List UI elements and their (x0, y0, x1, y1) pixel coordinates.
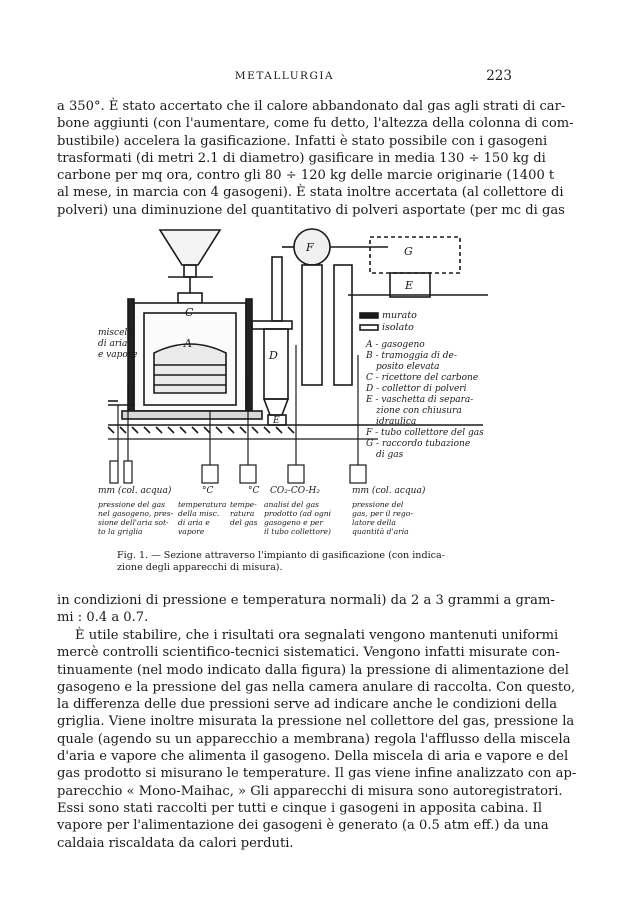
hopper-b (160, 230, 220, 265)
parts-legend-line: C - ricettore del carbone (366, 373, 479, 383)
instrument-label: del gas (230, 518, 258, 527)
label-d: D (269, 349, 278, 362)
inlet-label: miscela (98, 328, 133, 338)
inlet-label: e vapore (98, 350, 138, 360)
instrument-label: della misc. (178, 509, 220, 518)
gas-main-g (370, 237, 460, 273)
material-legend-item: murato (382, 310, 417, 321)
text-line: d'aria e vapore che alimenta il gasogeno. Della miscela di aria e vapore e del (57, 749, 569, 765)
label-e-top: E (405, 279, 414, 292)
page-header (57, 68, 512, 84)
dust-collector-d (264, 329, 288, 399)
running-title: METALLURGIA (234, 70, 335, 82)
instrument-unit: mm (col. acqua) (98, 486, 172, 496)
paragraph-1 (57, 98, 574, 219)
caption-line: Fig. 1. — Sezione attraverso l'impianto di gasificazione (con indica- (117, 550, 446, 561)
text-line: quale (agendo su un apparecchio a membrana) regola l'afflusso della miscela (57, 731, 571, 747)
material-legend-item: isolato (382, 322, 414, 333)
instrument-unit: °C (248, 486, 260, 496)
text-line: al mese, in marcia con 4 gasogeni). È stata inoltre accertata (al collettore di (57, 185, 564, 201)
instrument-label: temperatura (178, 500, 227, 509)
instrument-label: sione dell'aria sot- (98, 518, 169, 527)
text-line: caldaia riscaldata da calori perduti. (57, 835, 294, 851)
text-line: bone aggiunti (con l'aumentare, come fu detto, l'altezza della colonna di com- (57, 116, 574, 132)
instrument-label: ratura (230, 509, 255, 518)
parts-legend-line: G - raccordo tubazione (366, 439, 471, 449)
instrument-label: gasogeno e per (264, 518, 323, 527)
hopper-neck (184, 265, 196, 277)
label-a: A (184, 337, 192, 350)
instrument-label: latore della (352, 518, 396, 527)
parts-legend-line: B - tramoggia di de- (366, 351, 457, 361)
label-f: F (306, 241, 314, 254)
instrument-label: gas, per il rego- (352, 509, 413, 518)
parts-legend-line: idraulica (376, 417, 417, 427)
instrument-label: pressione del (352, 500, 404, 509)
instrument-label: vapore (178, 527, 205, 536)
label-c: C (185, 306, 194, 319)
downcomer-2 (334, 265, 352, 385)
brickwork-right (246, 299, 252, 417)
text-line: Essi sono stati raccolti per tutti e cinque i gasogeni in apposita cabina. Il (57, 800, 543, 816)
text-line: la differenza delle due pressioni serve ad indicare anche le condizioni della (57, 697, 558, 713)
parts-legend-line: E - vaschetta di separa- (366, 395, 474, 405)
instrument-label: tempe- (230, 500, 257, 509)
text-line: mercè controlli scientifico-tecnici sistematici. Vengono infatti misurate con- (57, 645, 560, 661)
paragraph-3 (57, 627, 577, 852)
inlet-label: di aria (98, 339, 128, 349)
text-line: gasogeno e la pressione del gas nella camera anulare di raccolta. Con questo, (57, 679, 576, 695)
parts-legend-line: di gas (376, 450, 404, 460)
parts-legend-line: zione con chiusura (376, 406, 462, 416)
text-line: polveri) una diminuzione del quantitativo di polveri asportate (per mc di gas (57, 202, 565, 218)
page-number: 223 (486, 68, 512, 84)
instrument-unit: °C (202, 486, 214, 496)
downcomer (302, 265, 322, 385)
coal-receiver-c (178, 293, 202, 303)
text-line: È utile stabilire, che i risultati ora segnalati vengono mantenuti uniformi (75, 628, 559, 643)
instrument-label: to la griglia (98, 527, 143, 536)
instrument-label: nel gasogeno, pres- (98, 509, 174, 518)
text-line: bustibile) accelera la gasificazione. Infatti è stato possibile con i gasogeni (57, 133, 548, 149)
text-line: tinuamente (nel modo indicato dalla figura) la pressione di alimentazione del (57, 662, 569, 678)
instrument-unit: CO₂-CO-H₂ (270, 486, 321, 496)
instrument-label: analisi del gas (264, 500, 320, 509)
instrument-label: il tubo collettore) (264, 527, 331, 536)
text-line: parecchio « Mono-Maihac, » Gli apparecchi di misura sono autoregistratori. (57, 783, 563, 799)
instrument-label: pressione del gas (98, 500, 166, 509)
caption-line: zione degli apparecchi di misura). (117, 562, 283, 573)
text-line: in condizioni di pressione e temperatura normali) da 2 a 3 grammi a gram- (57, 593, 555, 608)
instrument-unit: mm (col. acqua) (352, 486, 426, 496)
label-g: G (404, 245, 413, 258)
text-line: a 350°. È stato accertato che il calore abbandonato dal gas agli strati di car- (57, 99, 566, 114)
ash-pan (122, 411, 262, 419)
parts-legend-line: A - gasogeno (366, 340, 425, 350)
gas-outlet (252, 321, 292, 329)
text-line: gas prodotto si misurano le temperature. Il gas viene infine analizzato con ap- (57, 766, 577, 782)
instrument-label: quantità d'aria (352, 527, 409, 536)
text-line: vapore per l'alimentazione dei gasogeni è generato (a 0.5 atm eff.) da una (57, 818, 549, 834)
gasification-plant-figure (98, 225, 503, 543)
riser-pipe (272, 257, 282, 321)
figure-caption (117, 550, 487, 574)
instrument-label: di aria e (178, 518, 210, 527)
text-line: griglia. Viene inoltre misurata la pressione nel collettore del gas, pressione la (57, 714, 575, 730)
parts-legend-line: F - tubo collettore del gas (366, 428, 484, 438)
parts-legend-line: posito elevata (376, 362, 440, 372)
paragraph-2 (57, 592, 555, 627)
label-e-bottom: E (273, 416, 280, 426)
parts-legend-line: D - collettor di polveri (366, 384, 467, 394)
text-line: trasformati (di metri 2.1 di diametro) gasificare in media 130 ÷ 150 kg di (57, 150, 546, 166)
text-line: carbone per mq ora, contro gli 80 ÷ 120 kg delle marcie originarie (1400 t (57, 168, 555, 184)
instruments (110, 461, 366, 483)
text-line: mi : 0.4 a 0.7. (57, 610, 149, 626)
plant-section-diagram (98, 225, 503, 543)
instrument-label: prodotto (ad ogni (264, 509, 332, 518)
